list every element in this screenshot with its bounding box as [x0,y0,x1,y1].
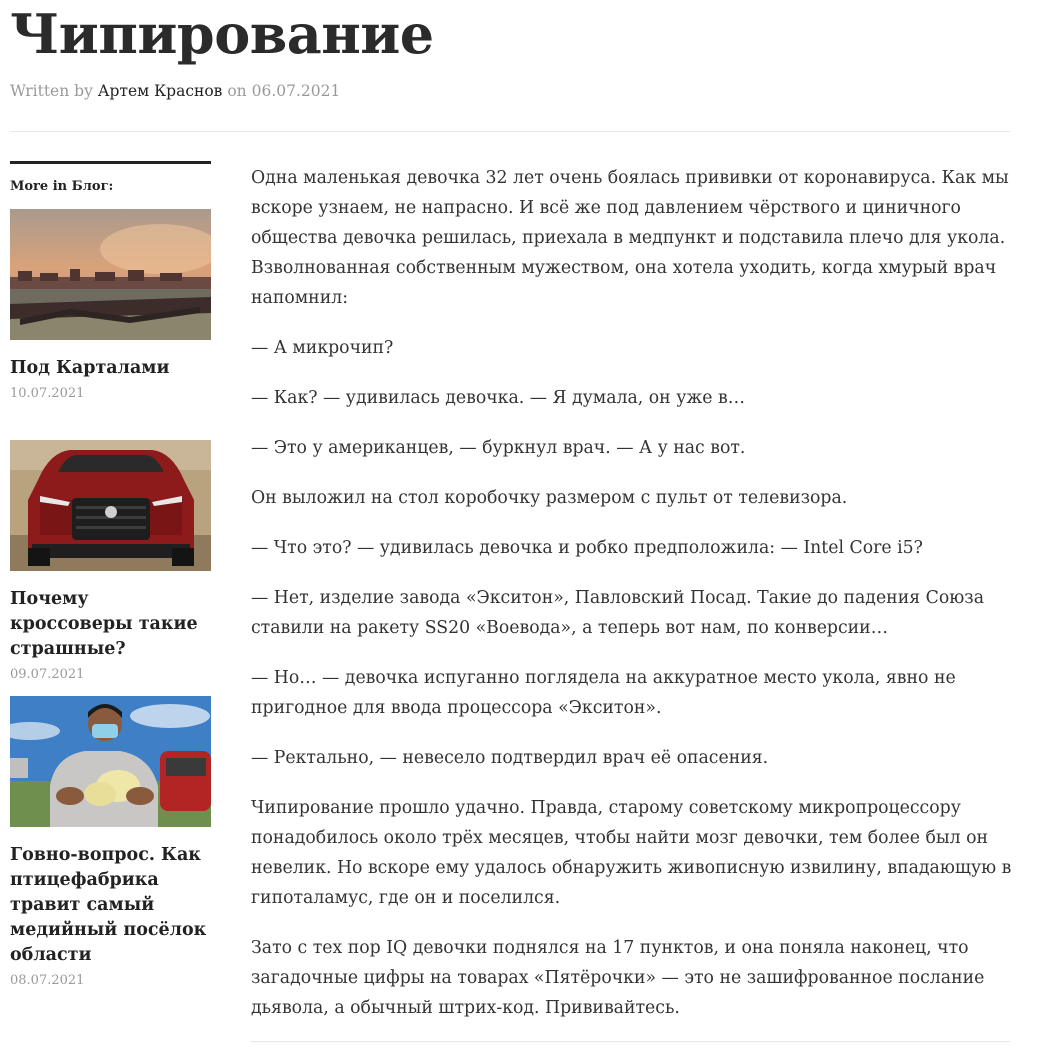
thumbnail-image[interactable] [10,209,211,340]
card-title[interactable]: Под Карталами [10,358,170,378]
author-link[interactable]: Артем Краснов [97,82,223,100]
article-paragraph: Чипирование прошло удачно. Правда, старому советскому микропроцессору понадобилось около трёх месяцев, чтобы найти мозг девочки, тем более был он невелик. Но вскоре ему удалось обнаружить живописную извилину, впадающую в гипоталамус, где он и поселился. [251,798,1012,908]
card-date: 09.07.2021 [10,667,85,682]
article-paragraph: — Как? — удивилась девочка. — Я думала, он уже в… [251,388,745,408]
sidebar-card[interactable] [10,209,212,401]
footer-divider [251,1041,1010,1042]
page-title: Чипирование [10,2,434,66]
sidebar-heading: More in Блог: [10,179,114,194]
post-date: 06.07.2021 [251,82,341,100]
card-date: 08.07.2021 [10,973,85,988]
written-by-label: Written by [10,82,93,100]
byline [10,82,340,100]
article-paragraph: Одна маленькая девочка 32 лет очень боялась прививки от коронавируса. Как мы вскоре узнаем, не напрасно. И всё же под давлением чёрствого и циничного общества девочка решилась, приехала в медпункт и подставила плечо для укола. Взволнованная собственным мужеством, она хотела уходить, когда хмурый врач напомнил: [251,168,1009,308]
sidebar [10,161,212,988]
article-paragraph: Он выложил на стол коробочку размером с пульт от телевизора. [251,488,848,508]
card-title[interactable]: Почему кроссоверы такие страшные? [10,589,198,659]
sidebar-rule [10,161,211,164]
article-paragraph: — Но… — девочка испуганно поглядела на аккуратное место укола, явно не пригодное для ввода процессора «Экситон». [251,668,956,718]
header-divider [10,131,1010,132]
on-label: on [227,82,247,100]
article-paragraph: Зато с тех пор IQ девочки поднялся на 17 пунктов, и она поняла наконец, что загадочные цифры на товарах «Пятёрочки» — это не зашифрованное послание дьявола, а обычный штрих-код. Прививайтесь. [251,938,985,1018]
article-paragraph: — Что это? — удивилась девочка и робко предположила: — Intel Core i5? [251,538,923,558]
article-paragraph: — Нет, изделие завода «Экситон», Павловский Посад. Такие до падения Союза ставили на ракету SS20 «Воевода», а теперь вот нам, по конверсии… [251,588,985,638]
thumbnail-image[interactable] [10,696,211,827]
thumbnail-image[interactable] [10,440,211,571]
card-title[interactable]: Говно-вопрос. Как птицефабрика травит самый медийный посёлок области [10,845,207,965]
article-paragraph: — Это у американцев, — буркнул врач. — А у нас вот. [251,438,746,458]
article-paragraph: — Ректально, — невесело подтвердил врач её опасения. [251,748,769,768]
article-paragraph: — А микрочип? [251,338,394,358]
article-body [251,163,1015,1043]
card-date: 10.07.2021 [10,386,85,401]
sidebar-card[interactable] [10,440,212,682]
sidebar-card[interactable] [10,696,212,988]
